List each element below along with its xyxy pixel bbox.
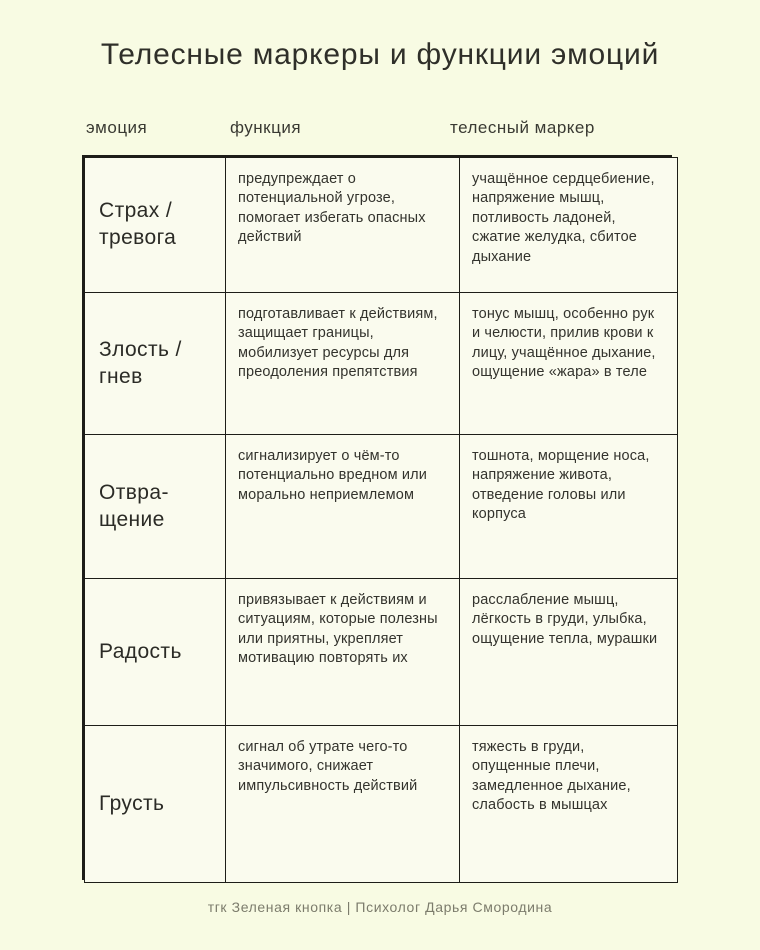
function-text: предупреждает о потенциальной угрозе, помогает избегать опасных действий [238, 171, 426, 246]
cell-function [226, 726, 460, 883]
cell-function [226, 579, 460, 726]
cell-marker [460, 579, 678, 726]
emotion-label: Радость [99, 639, 182, 663]
column-header-marker: телесный маркер [450, 118, 595, 137]
cell-marker [460, 158, 678, 293]
table-row [85, 726, 678, 883]
cell-emotion [85, 293, 226, 435]
column-header-function: функция [230, 118, 302, 137]
function-text: сигнализирует о чём-то потенциально вредном или морально неприемлемом [238, 448, 428, 503]
emotions-table [82, 155, 672, 880]
emotion-label: Злость / гнев [99, 337, 182, 388]
cell-emotion [85, 158, 226, 293]
function-text: подготавливает к действиям, защищает границы, мобилизует ресурсы для преодоления препятствия [238, 306, 438, 381]
table-row [85, 579, 678, 726]
table-column-headers [82, 118, 672, 148]
emotion-label: Страх / тревога [99, 199, 177, 249]
function-text: привязывает к действиям и ситуациям, которые полезны или приятны, укрепляет мотивацию повторять их [238, 592, 438, 667]
cell-marker [460, 726, 678, 883]
cell-function [226, 158, 460, 293]
cell-function [226, 293, 460, 435]
cell-emotion [85, 726, 226, 883]
cell-emotion [85, 579, 226, 726]
cell-marker [460, 435, 678, 579]
function-text: сигнал об утрате чего-то значимого, снижает импульсивность действий [238, 739, 418, 794]
marker-text: учащённое сердцебиение, напряжение мышц, потливость ладоней, сжатие желудка, сбитое дыхание [472, 171, 655, 265]
cell-function [226, 435, 460, 579]
marker-text: тонус мышц, особенно рук и челюсти, прилив крови к лицу, учащённое дыхание, ощущение «жара» в теле [472, 306, 656, 381]
marker-text: расслабление мышц, лёгкость в груди, улыбка, ощущение тепла, мурашки [472, 592, 658, 647]
footer-credit: тгк Зеленая кнопка | Психолог Дарья Смородина [207, 899, 553, 915]
table-row [85, 435, 678, 579]
table-row [85, 158, 678, 293]
cell-emotion [85, 435, 226, 579]
table-row [85, 293, 678, 435]
emotion-label: Отвра-щение [99, 480, 169, 531]
page-title: Телесные маркеры и функции эмоций [100, 38, 660, 71]
marker-text: тяжесть в груди, опущенные плечи, замедленное дыхание, слабость в мышцах [472, 739, 631, 814]
cell-marker [460, 293, 678, 435]
column-header-emotion: эмоция [86, 118, 148, 137]
emotion-label: Грусть [99, 791, 165, 815]
marker-text: тошнота, морщение носа, напряжение живота, отведение головы или корпуса [472, 448, 650, 523]
